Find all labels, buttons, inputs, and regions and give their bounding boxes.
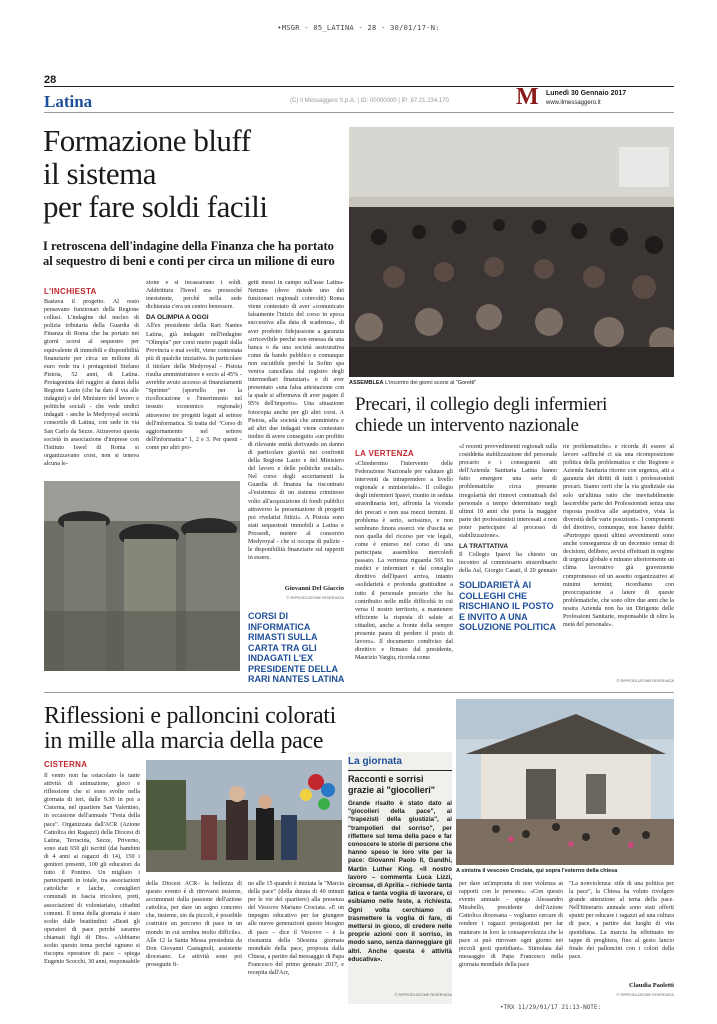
assembly-photo — [349, 127, 674, 377]
nurses-col-2b: Il Collegio Ipasvi ha chiesto un incontro al commissario straordinario della Asl, Giorgio Casati, il 20 gennaio — [459, 552, 557, 575]
edition-code-bottom: •TRX 11/29/01/17 21:13-NOTE: — [500, 1004, 602, 1011]
assembly-photo-drawing — [349, 127, 674, 377]
bishop-photo — [146, 760, 342, 872]
nurses-callout: SOLIDARIETÀ AI COLLEGHI CHE RISCHIANO IL POSTO E INVITO A UNA SOLUZIONE POLITICA — [459, 580, 557, 632]
header-rule-bottom — [44, 112, 674, 113]
day-box-section: La giornata — [348, 756, 402, 767]
main-repro: © RIPRODUZIONE RISERVATA — [286, 595, 344, 600]
church-photo — [456, 699, 674, 865]
bishop-photo-drawing — [146, 760, 342, 872]
section-divider — [44, 692, 674, 693]
day-box-repro: © RIPRODUZIONE RISERVATA — [394, 992, 452, 997]
main-col-2b: All'ex presidente della Rari Nantes Latina, già indagato nell'indagine "Olimpia" per corsi nuoto pagati dalla Provincia e mai svolti, viene contestata più di qualche iniziativa. In particolare il titolare della Medyroyal - Pistoia risulta amministratore e socio al 45% - avrebbe avuto accesso ai finanziamenti "Sprinter" (sportello per la ricollocazione e l'inserimento nel tessuto economico regionale) attraverso tre progetti legati al settore dell'informatica. Si tratta del "Corso di aggiornamento nel settore dell'informatica" 1, 2 e 3. Per questi - come per altri pro- — [146, 323, 242, 451]
nurses-headline — [355, 394, 675, 436]
issue-date: Lunedì 30 Gennaio 2017 — [546, 90, 627, 97]
headline-line: per fare soldi facili — [43, 189, 268, 224]
peace-col-3: no alle 15 quando è iniziata la "Marcia della pace" (della durata di 40 minuti per le vie del quartiere) alla presenza del Vescovo Mariano Crociata. «È un impegno educativo per far giungere alle nuove generazioni questo bisogno di pace – dice il Vescovo – è la risonanza della 50esima giornata mondiale della pace, proposta dalla Chiesa, a partire dal messaggio di Papa Francesco del primo gennaio 2017, e recepita dall'Acr, — [248, 881, 344, 977]
peace-col-1: Il vento non ha ostacolato le tante attività di animazione, gioco e riflessione che si sono svolte nella giornata di ieri, dalle 9.30 in poi a Cisterna, nel quartiere San Valentino, in occasione dell'annuale "Festa della pace". Organizzata dall'ACR (Azione Cattolica dei Ragazzi) della Diocesi di Latina, Terracina, Sezze, Priverno, sono stati 650 gli iscritti (dai bambini di 4 anni ai ragazzi di 14), 150 i genitori presenti, 100 gli educatori da tutto il Pontino. Un migliaio i partecipanti in totale, tra associazioni cattoliche e laiche, consiglieri comunali in fascia tricolore, preti, associazioni di volontariato, cittadini comuni. Il tema della giornata è stato scelto dalle beatitudini: «Beati gli operatori di pace perché saranno chiamati figli di Dio». «Abbiamo scelto questo tema perché ognuno si riscopra operatore di pace – spiega Eugenio Scocchi, 30 anni, responsabile — [44, 773, 140, 966]
main-author: Giovanni Del Giaccio — [284, 585, 344, 592]
peace-col-2: della Diocesi ACR– la bellezza di questo evento è di ritrovarsi insieme, accumunati dalla passione dell'azione cattolica, per dare un segno concreto che, insieme, sin da piccoli, è possibile costruire un percorso di pace in un mondo in cui sembra molto difficile». Alle 12 la Santa Messa presieduta da Don Giovanni Castagnoli, assistente diocesano. Le attività sono poi proseguite fi- — [146, 881, 242, 968]
assembly-caption-text: L'incontro dei giorni scorsi al "Goretti" — [385, 380, 477, 386]
peace-headline — [44, 704, 464, 754]
main-col-1: Bastava il progetto. Al resto pensavano funzionari della Regione collusi. L'indagine del nucleo di polizia tributaria della Guardia di Finanza di Roma che ha portato nei giorni scorsi al sequestro per equivalente di immobili e disponibilità finanziarie per circa un milione di euro vede tra i protagonisti Stefano Pistoia, 52 anni, di Latina. Protagonista del raggiro ai danni della Regione Lazio (che ha dato il via alle indagini) e del Ministero del lavoro e politiche sociali - che vede undici indagati - anche la Medyroyal società consortile di Latina, con sede in via San Carlo da Sezze. Attraverso questa società in associazione d'imprese con l'Istituto Iswel di Roma si organizzavano corsi, non si teneva alcuna le- — [44, 299, 139, 467]
peace-col-5: "La nonviolenza: stile di una politica per la pace", la Chiesa ha voluto rivolgere grande attenzione al tema della pace. Nell'itinerario annuale sono stati offerti spunti per educare i ragazzi ad una cultura di pace, a partire dai luoghi di vita quotidiana. La marcia ha effettuato tre tappe di preghiera, fino al gesto lancio finale dei palloncini con i colori della pace. — [569, 881, 674, 960]
main-col-2a: zione e si incassavano i soldi. Addirittura l'Iswel era pressoché inesistente, perché nella sede dichiarata c'era un centro benessere. — [146, 280, 242, 311]
copyright-line: (C) Il Messaggero S.p.A. | ID: 00000000 | IP: 87.21.234.170 — [290, 98, 449, 104]
nurses-col-2a: «I recenti provvedimenti regionali sulla cosiddetta stabilizzazione del personale precario e i conseguenti atti dell'Azienda Sanitaria Latina hanno fatto emergere una serie di problematiche circa presunte irregolarità dei rinnovi contrattuali del personale a tempo determinato negli ultimi 10 anni che porta la maggior parte dei professionisti interessati a non poter partecipare al processo di stabilizzazione». — [459, 444, 557, 540]
section-title: Latina — [44, 92, 93, 111]
day-box-text: Grande risalto è stato dato ai "giocolieri della pace", ai "trapezisti della giustizia", ai "trampolieri del sorriso", per riflettere sul tema della pace e far conoscere le storie di persone che hanno speso le loro vite per la pace: Giovanni Paolo II, Gandhi, Martin Luther King. «Il nostro lavoro – commenta Luca Lizzi, circense, di Aprilia – richiede tanta fatica e tanta voglia di lavorare, ci esibiamo nelle feste, a richiesta. Ogni volta cerchiamo di trasmettere la voglia di fare, di mettersi in gioco, di credere nelle proprie azioni con il sorriso, in modo sano, senza danneggiare gli altri. Anche questa è attività educativa». — [348, 800, 452, 963]
nurses-repro: © RIPRODUZIONE RISERVATA — [616, 678, 674, 683]
nurses-subtitle-trattativa: LA TRATTATIVA — [459, 543, 509, 551]
day-box-rule — [348, 770, 452, 771]
assembly-caption — [349, 380, 476, 386]
peace-kicker: CISTERNA — [44, 760, 88, 769]
finanza-photo — [44, 481, 240, 671]
headline-line: Formazione bluff — [43, 123, 251, 158]
church-photo-drawing — [456, 699, 674, 865]
header-rule-top — [44, 86, 674, 87]
nurses-headline-line: chiede un intervento nazionale — [355, 415, 579, 436]
finanza-photo-drawing — [44, 481, 240, 671]
peace-repro: © RIPRODUZIONE RISERVATA — [616, 992, 674, 997]
nurses-headline-line: Precari, il collegio degli infermieri — [355, 394, 608, 415]
website: www.ilmessaggero.it — [546, 100, 601, 106]
peace-headline-line: in mille alla marcia della pace — [44, 728, 324, 754]
page-number: 28 — [44, 74, 57, 86]
main-callout: CORSI DI INFORMATICA RIMASTI SULLA CARTA TRA GLI INDAGATI L'EX PRESIDENTE DELLA RARI NANTES LATINA — [248, 611, 345, 684]
day-box-title: Racconti e sorrisi grazie ai "giocolieri" — [348, 774, 436, 795]
nurses-col-1: «Chiederemo l'intervento delle Federazione Nazionale per valutare gli interventi da intraprendere a livello regionale e ministeriale». Il collegio degli infermieri Ipasvi, riunito in seduta straordinaria ieri, affronta la vicenda dei precari e non usa mezzi termini. Il problema è serio, serissimo, e non sembrano finora esserci vie d'uscita se non quella del ricorso per vie legali, come è emerso nel corso di una partecipata assemblea mercoledì passato. La vertenza riguarda 565 tra medici e infermieri e dal consiglio direttivo dell'Ipasvi arriva, intanto «solidarietà e profonda gratitudine a tutto il personale precario che ha contribuito nelle mille difficoltà in cui versa il nostro territorio, a mantenere efficiente la risposta di salute ai cittadini, anche a fronte della sempre presente paura di perdere il posto di lavoro». Il documento condiviso dal direttivo e firmato dal presidente, Maurizio Vargiu, ricorda come — [355, 461, 453, 662]
nurses-col-3: rie problematiche» e ricorda di essere al lavoro «affinché ci sia una ricomposizione politica della problematica e che Regione e Azienda Sanitaria ritorno con urgenza, atti a garanzia dei diritti di tutti i professionisti precari. Siamo certi che la via giudiziale sia solo un'ultima ratio che inevitabilmente lascerebbe parte dei Professionisti senza una risposta positiva alle aspettative, vista la diversità delle varie posizioni». I componenti del direttivo, comunque, non hanno dubbi: «Purtroppo questi ultimi avvenimenti sono anche conseguenza di un decennio ormai di decisioni, delibere, avvisi effettuati in regime di urgenza globale e minano ulteriormente un clima lavorativo già gravemente compromesso ed un assetto organizzativo ai minimi termini; ricordiamo con preoccupazione a latere di queste problematiche, che sono oltre due anni che la nostra Azienda non ha un Dirigente delle Professioni Sanitarie, responsabile di oltre la metà del personale». — [563, 444, 674, 629]
church-caption: A sinistra il vescovo Crociata, qui sopra l'esterno della chiesa — [456, 868, 618, 874]
main-headline — [43, 124, 343, 223]
assembly-caption-label: ASSEMBLEA — [349, 380, 384, 386]
newspaper-logo: M — [516, 84, 539, 110]
main-col-2 — [146, 279, 242, 489]
edition-code-top: •MSGR - 05_LATINA - 28 - 30/01/17-N: — [277, 24, 440, 32]
main-col-3: getti messi in campo sull'asse Latina-Nettuno (dove risiede uno dei funzionari regionali coinvolti) Roma viene contestato di aver «comunicato falsamente l'inizio del corso in epoca successiva alla data di scadenza», di aver prodotto fidejussione a garanzia «irricevibile perché non emessa da una banca o da una società assicurativa come da bando pubblico e comunque non escutibile perché la Sofim spa veniva cancellata dal registro degli intermediari finanziari» e di aver presentato «una falsa attestazione con la quale si affermava di aver pagato il 95% dell'importo». Una situazione fotocopia anche per gli altri corsi. A Pistoia, alla società che amministra e ad altri due indagati viene contestato inoltre di avere conseguito «un profitto di rilevante entità derivando un danno di particolare gravità nei confronti della Regione Lazio e del Ministero del lavoro e delle politiche sociali». Nel corso degli accertamenti la Guardia di finanza ha riscontrato «l'esistenza di un sistema criminoso volto all'acquisizione di fondi pubblici attraverso la presentazione di progetti poi rivelatisi fittizi». A Pistoia sono stati sequestrati immobili a Latina e Prossedi, mentre al consorzio Medyroyal - che si occupa di pulizie - le disponibilità finanziarie sul rapporti in essere. — [248, 280, 344, 562]
nurses-kicker: LA VERTENZA — [355, 449, 415, 458]
headline-line: il sistema — [43, 156, 156, 191]
peace-headline-line: Riflessioni e palloncini colorati — [44, 703, 337, 729]
day-box — [348, 752, 452, 1004]
main-kicker: L'INCHIESTA — [44, 287, 97, 296]
peace-col-4: per dare un'impronta di non violenza ai rapporti con le persone». «Con questo evento annuale – spiega Alessandro Mirabello, presidente dell'Azione Cattolica diocesana – vogliamo cercare di rendere i ragazzi protagonisti per far maturare in loro la consapevolezza che la pace si può ritrovare ogni giorno nei piccoli gesti quotidiani». Stimolata dal messaggio di Papa Francesco nella giornata mondiale della pace — [459, 881, 563, 968]
main-subtitle-olimpia: DA OLIMPIA A OGGI — [146, 314, 209, 322]
main-subheadline: I retroscena dell'indagine della Finanza che ha portato al sequestro di beni e conti per circa un milione di euro — [43, 239, 335, 268]
nurses-col-2 — [459, 443, 557, 575]
peace-author: Claudia Paoletti — [629, 982, 674, 989]
